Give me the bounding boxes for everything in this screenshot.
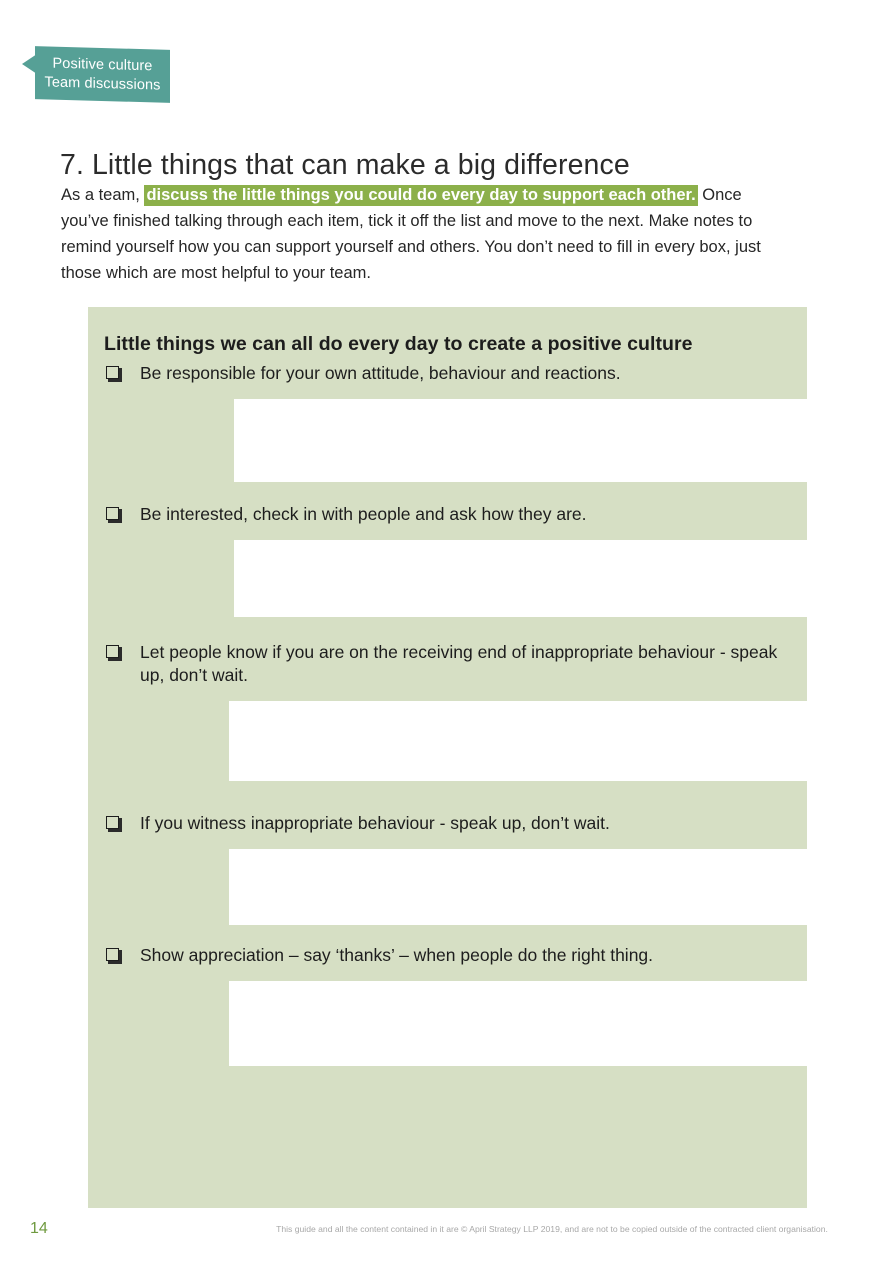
- intro-paragraph: [61, 182, 771, 286]
- checklist-item-label: Be interested, check in with people and ask how they are.: [140, 504, 587, 524]
- checklist-item-label: If you witness inappropriate behaviour - speak up, don’t wait.: [140, 813, 610, 833]
- checklist-item[interactable]: [88, 503, 807, 617]
- empty-checkbox-icon[interactable]: [106, 507, 122, 523]
- checklist-item-row: [88, 503, 807, 526]
- intro-lead-text: As a team,: [61, 186, 140, 204]
- intro-rest-text: Once you’ve finished talking through each item, tick it off the list and move to the next. Make notes to remind yourself how you can support yourself and others. You don’t need to fill in every box, just those which are most helpful to your team.: [61, 186, 761, 282]
- checklist: [88, 362, 807, 1066]
- checklist-item-row: [88, 641, 807, 687]
- corner-ribbon: [22, 48, 170, 101]
- checklist-item[interactable]: [88, 812, 807, 925]
- note-box[interactable]: [234, 399, 838, 482]
- ribbon-line-2: Team discussions: [44, 73, 161, 94]
- checklist-item-label: Let people know if you are on the receiving end of inappropriate behaviour - speak up, don’t wait.: [140, 642, 778, 685]
- ribbon-text-group: [35, 46, 170, 103]
- checklist-item[interactable]: [88, 362, 807, 482]
- checklist-item-row: [88, 944, 807, 967]
- checklist-item-row: [88, 812, 807, 835]
- footer-copyright: This guide and all the content contained in it are © April Strategy LLP 2019, and are not to be copied outside of the contracted client organisation.: [276, 1224, 828, 1234]
- note-box[interactable]: [234, 540, 840, 617]
- activity-panel: [88, 307, 807, 1208]
- empty-checkbox-icon[interactable]: [106, 948, 122, 964]
- note-box[interactable]: [229, 981, 833, 1066]
- checklist-item-label: Show appreciation – say ‘thanks’ – when people do the right thing.: [140, 945, 654, 965]
- checklist-item[interactable]: [88, 944, 807, 1066]
- checklist-item-label: Be responsible for your own attitude, behaviour and reactions.: [140, 363, 621, 383]
- checklist-item[interactable]: [88, 641, 807, 781]
- checklist-item-row: [88, 362, 807, 385]
- empty-checkbox-icon[interactable]: [106, 816, 122, 832]
- empty-checkbox-icon[interactable]: [106, 645, 122, 661]
- note-box[interactable]: [229, 849, 833, 925]
- intro-highlight-text: discuss the little things you could do every day to support each other.: [146, 186, 696, 204]
- page-number: 14: [30, 1220, 48, 1237]
- empty-checkbox-icon[interactable]: [106, 366, 122, 382]
- ribbon-line-1: Positive culture: [52, 55, 153, 74]
- note-box[interactable]: [229, 701, 834, 781]
- panel-title: Little things we can all do every day to create a positive culture: [104, 333, 693, 356]
- page-title: 7. Little things that can make a big difference: [60, 149, 630, 182]
